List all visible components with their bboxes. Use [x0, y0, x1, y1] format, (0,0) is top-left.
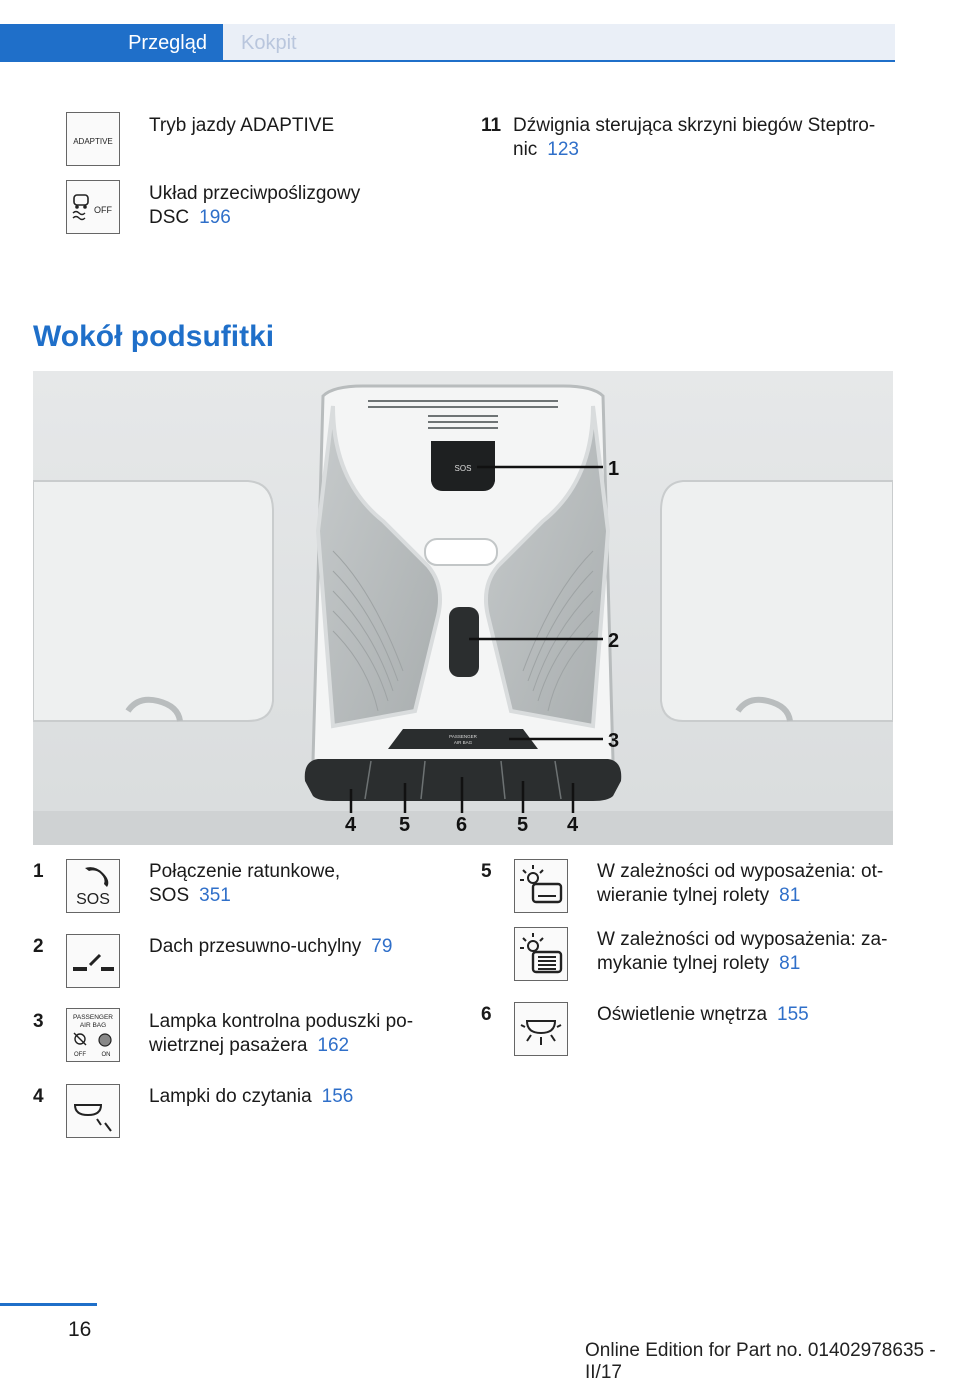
svg-text:ON: ON	[101, 1052, 111, 1058]
legend-line2	[149, 884, 340, 908]
tab-kokpit[interactable]: Kokpit	[223, 24, 895, 62]
legend-text	[149, 1085, 353, 1109]
item-number: 11	[481, 115, 502, 136]
header-tabs	[0, 0, 895, 62]
item-steptronic-text	[513, 114, 875, 162]
reading-lamp-icon	[66, 1084, 120, 1138]
edition-text: Online Edition for Part no. 01402978635 - II/17	[585, 1340, 936, 1383]
svg-text:6: 6	[456, 814, 468, 836]
legend-line1: Połączenie ratunkowe,	[149, 861, 341, 882]
item-steptronic-label: nic	[513, 139, 538, 160]
svg-text:5: 5	[517, 814, 529, 836]
page-number: 16	[68, 1318, 92, 1341]
page-ref-link[interactable]: 156	[321, 1086, 354, 1107]
legend-line2	[149, 1034, 413, 1058]
svg-text:4: 4	[567, 814, 579, 836]
item-steptronic-line1: Dźwignia sterująca skrzyni biegów Steptro‐	[513, 115, 876, 136]
page-ref-link[interactable]: 81	[779, 953, 801, 974]
legend-number: 2	[33, 936, 44, 957]
svg-text:OFF: OFF	[74, 1052, 86, 1058]
svg-text:SOS: SOS	[454, 464, 472, 473]
legend-text	[597, 860, 883, 908]
legend-text	[597, 928, 887, 976]
rear-blind-open-icon	[514, 859, 568, 913]
item-dsc-label: DSC	[149, 207, 190, 228]
item-adaptive-text: Tryb jazdy ADAPTIVE	[149, 115, 335, 136]
svg-text:5: 5	[399, 814, 411, 836]
legend-number: 3	[33, 1011, 44, 1032]
svg-text:4: 4	[345, 814, 357, 836]
item-dsc-line1: Układ przeciwpoślizgowy	[149, 183, 361, 204]
legend-line2	[597, 884, 883, 908]
tab-przeglad[interactable]: Przegląd	[0, 24, 223, 62]
legend-number: 6	[481, 1004, 492, 1025]
page-ref-link[interactable]: 81	[779, 885, 801, 906]
svg-text:1: 1	[608, 458, 620, 480]
page-ref-link[interactable]: 123	[547, 139, 579, 160]
page-ref-link[interactable]: 162	[317, 1035, 350, 1056]
page-ref-link[interactable]: 351	[199, 885, 231, 906]
legend-text	[149, 860, 340, 908]
legend-label: wietrznej pasażera	[149, 1035, 308, 1056]
legend-text	[149, 1010, 413, 1058]
legend-number: 4	[33, 1086, 44, 1107]
legend-line1: W zależności od wyposażenia: ot‐	[597, 861, 884, 882]
legend-line1: Lampka kontrolna poduszki po‐	[149, 1011, 414, 1032]
passenger-airbag-icon	[66, 1008, 120, 1062]
sos-icon	[66, 859, 120, 913]
item-dsc-line2	[149, 206, 360, 230]
legend-line1: W zależności od wyposażenia: za‐	[597, 929, 888, 950]
legend-label: Lampki do czytania	[149, 1086, 312, 1107]
page-ref-link[interactable]: 196	[199, 207, 231, 228]
svg-text:OFF: OFF	[94, 205, 112, 215]
interior-light-icon	[514, 1002, 568, 1056]
legend-text	[149, 935, 392, 959]
legend-number: 1	[33, 861, 44, 882]
footer-line	[0, 1303, 97, 1306]
legend-text	[597, 1003, 809, 1027]
legend-line2	[597, 952, 887, 976]
legend-label: mykanie tylnej rolety	[597, 953, 770, 974]
page-ref-link[interactable]: 155	[777, 1004, 809, 1025]
section-title: Wokół podsufitki	[33, 320, 275, 353]
adaptive-icon	[66, 112, 120, 166]
tab-underline	[0, 60, 895, 62]
page-ref-link[interactable]: 79	[371, 936, 393, 957]
item-steptronic-line2	[513, 138, 875, 162]
item-dsc-text	[149, 182, 360, 230]
svg-text:AIR BAG: AIR BAG	[79, 1022, 107, 1029]
svg-text:AIR BAG: AIR BAG	[453, 740, 473, 745]
rear-blind-close-icon	[514, 927, 568, 981]
svg-text:PASSENGER: PASSENGER	[73, 1014, 113, 1021]
sunroof-icon	[66, 934, 120, 988]
legend-label: wieranie tylnej rolety	[597, 885, 770, 906]
legend-label: SOS	[149, 885, 190, 906]
svg-text:3: 3	[608, 730, 620, 752]
legend-number: 5	[481, 861, 492, 882]
svg-text:PASSENGER: PASSENGER	[449, 734, 477, 739]
sunroof-switch[interactable]	[449, 607, 479, 677]
overhead-console-photo	[33, 371, 893, 845]
dsc-off-icon	[66, 180, 120, 234]
legend-label: Dach przesuwno-uchylny	[149, 936, 362, 957]
svg-text:ADAPTIVE: ADAPTIVE	[73, 137, 113, 146]
svg-text:2: 2	[608, 630, 620, 652]
overhead-console-illustration	[33, 371, 893, 845]
legend-label: Oświetlenie wnętrza	[597, 1004, 768, 1025]
svg-text:SOS: SOS	[76, 891, 110, 908]
